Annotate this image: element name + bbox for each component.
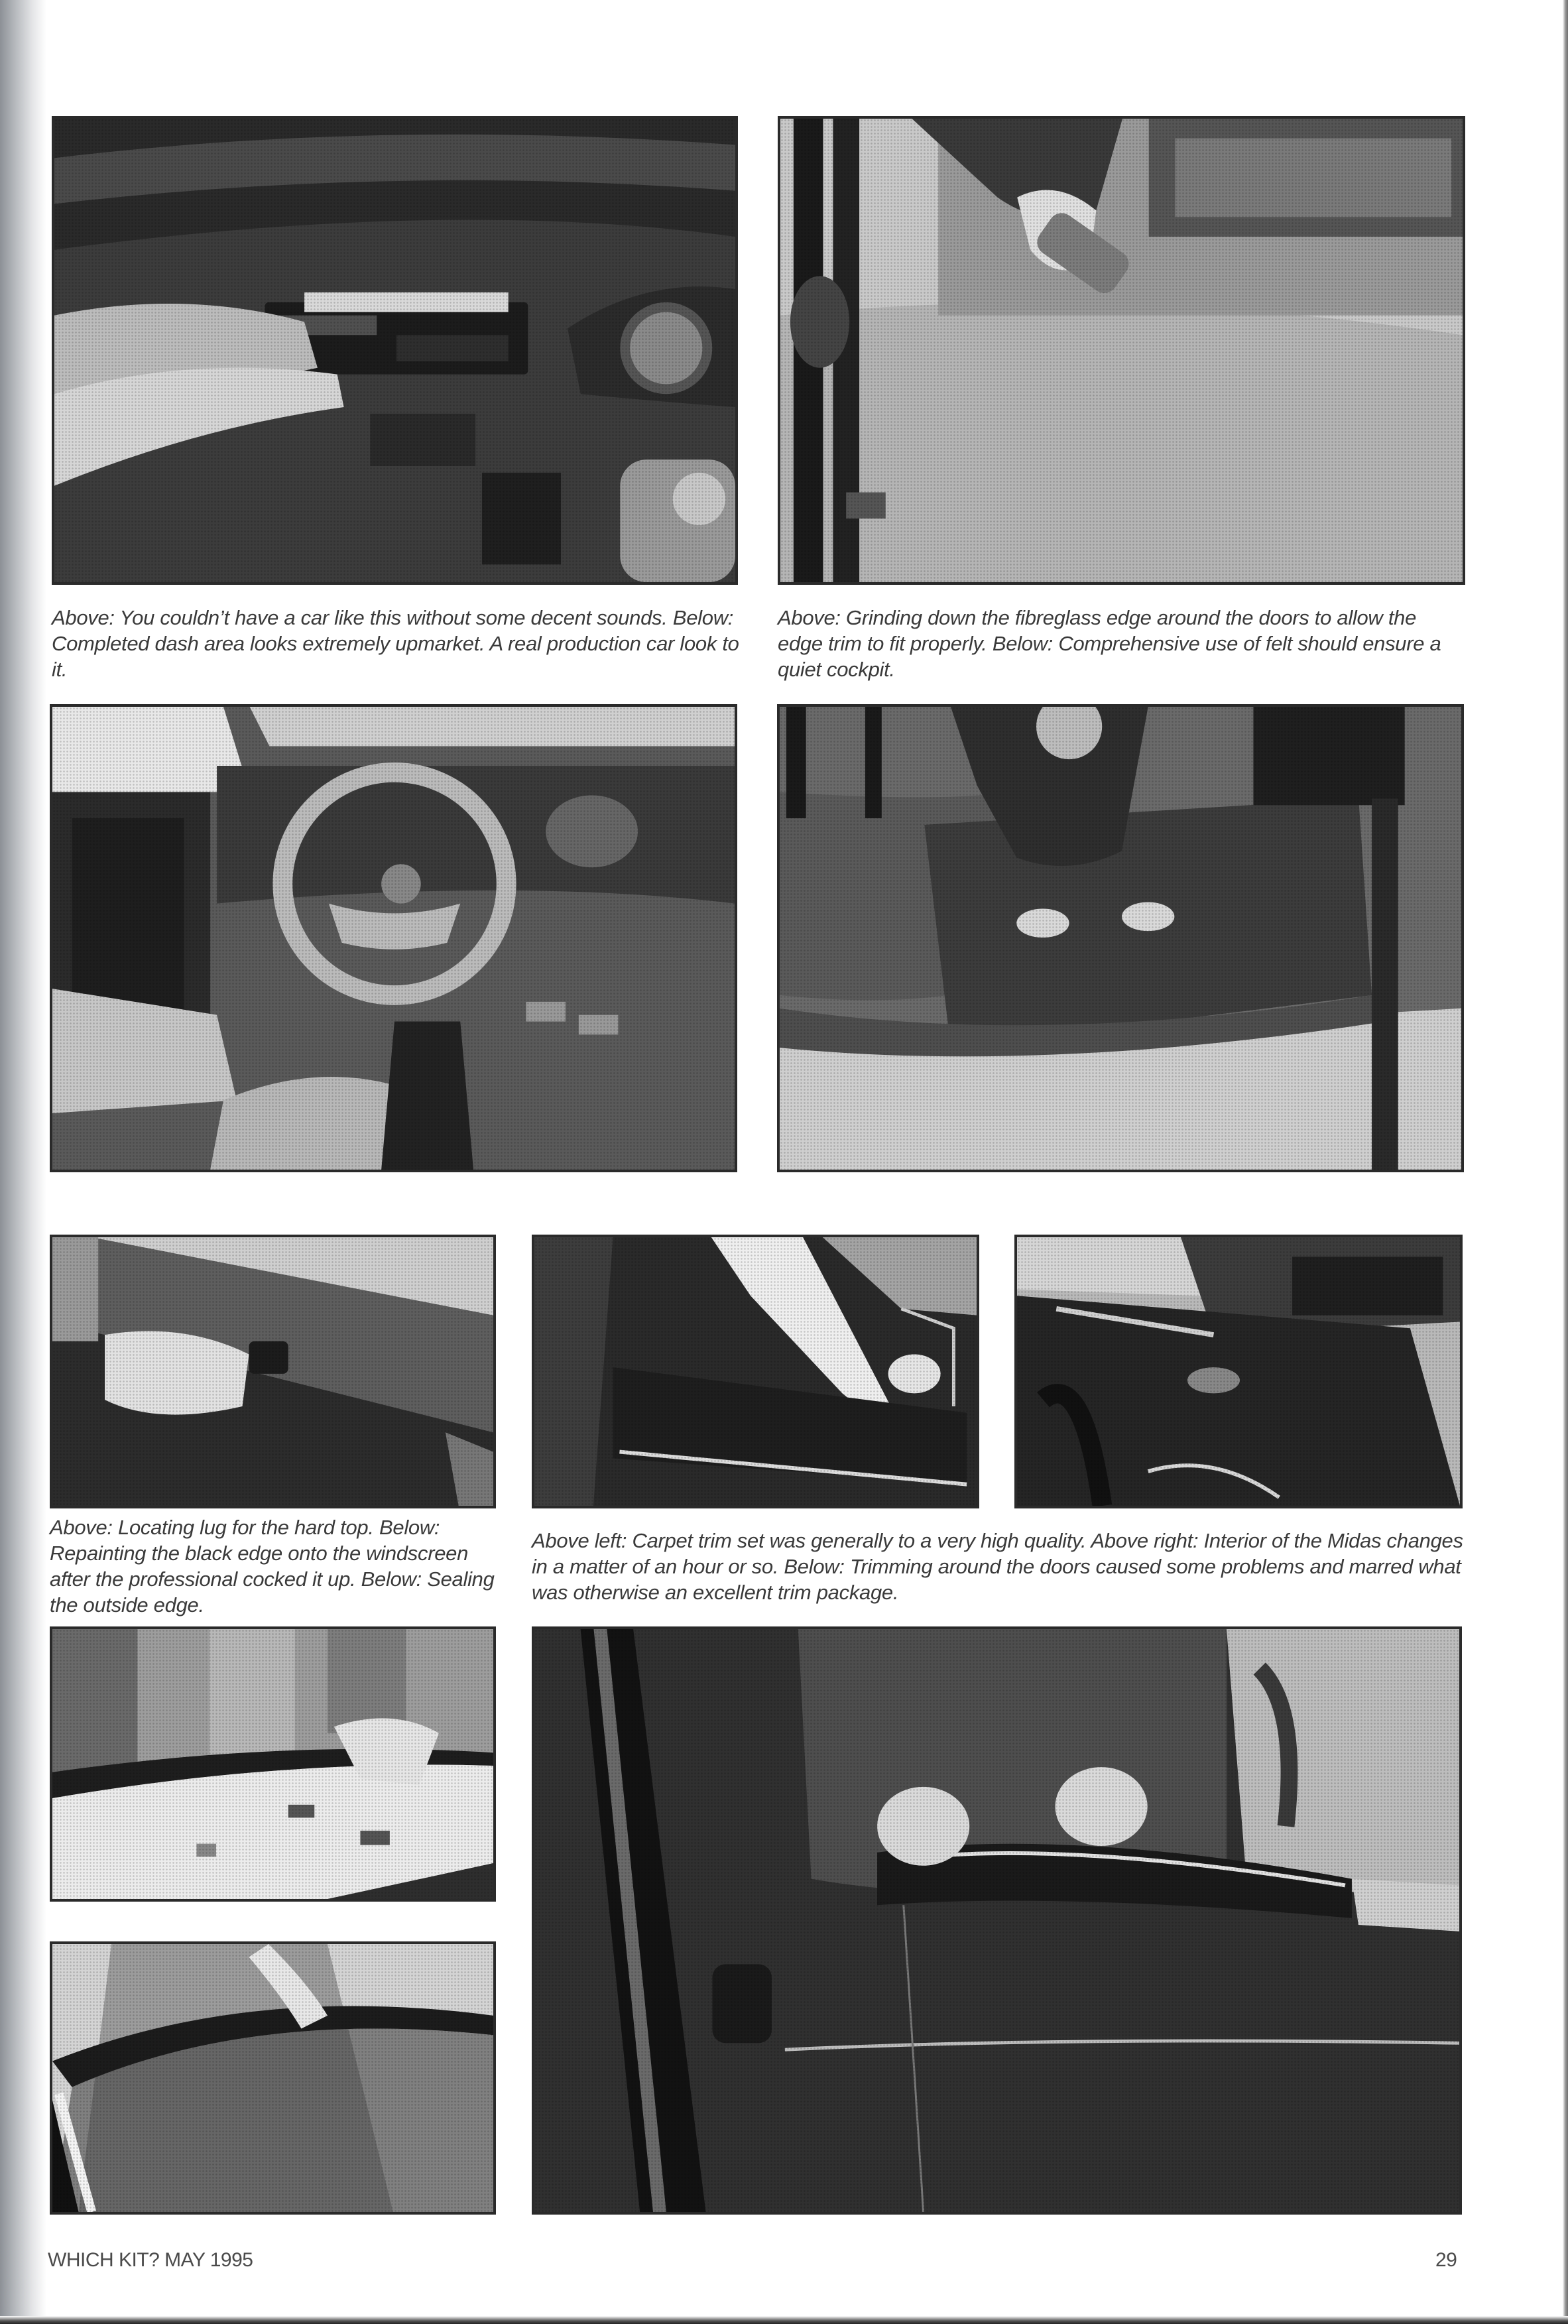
caption-middle-left: Above: Locating lug for the hard top. Below: Repainting the black edge onto the windscreen after the professional cocked it up. Below: Sealing the outside edge. [50, 1516, 495, 1617]
windscreen-paint-illustration [52, 1629, 493, 1899]
footer-publication: WHICH KIT? MAY 1995 [48, 2249, 253, 2271]
photo-locating-lug [50, 1235, 496, 1508]
photo-trimming-doors [532, 1626, 1462, 2215]
photo-carpet-trim [532, 1235, 979, 1508]
car-stereo-illustration [54, 119, 735, 582]
carpet-trim-illustration [534, 1237, 977, 1506]
page-gutter-shadow [0, 0, 46, 2324]
page-bottom-edge [0, 2316, 1568, 2324]
interior-illustration [1017, 1237, 1460, 1506]
door-trim-illustration [534, 1629, 1459, 2212]
caption-middle-right: Above left: Carpet trim set was generally to a very high quality. Above right: Interior of the Midas changes in a matter of an hour or so. Below: Trimming around the doors caused some problems and marred what was otherwise an excellent trim package. [532, 1529, 1463, 1604]
photo-repainting-windscreen [50, 1626, 496, 1902]
photo-car-stereo [52, 116, 738, 585]
lug-illustration [52, 1237, 493, 1506]
caption-top-right: Above: Grinding down the fibreglass edge around the doors to allow the edge trim to fit properly. Below: Comprehensive use of felt should ensure a quiet cockpit. [778, 606, 1441, 681]
sealing-illustration [52, 1944, 493, 2212]
page-right-edge [1563, 0, 1568, 2324]
photo-completed-dash [50, 704, 737, 1172]
grinding-illustration [780, 119, 1463, 582]
photo-grinding-fibreglass [778, 116, 1465, 585]
caption-top-left: Above: You couldn’t have a car like this without some decent sounds. Below: Completed dash area looks extremely upmarket. A real production car look to it. [52, 606, 739, 681]
footer-page-number: 29 [1435, 2249, 1457, 2271]
photo-felt-cockpit [777, 704, 1464, 1172]
photo-sealing-edge [50, 1941, 496, 2215]
dash-illustration [52, 707, 735, 1170]
felt-illustration [780, 707, 1461, 1170]
photo-midas-interior [1014, 1235, 1463, 1508]
